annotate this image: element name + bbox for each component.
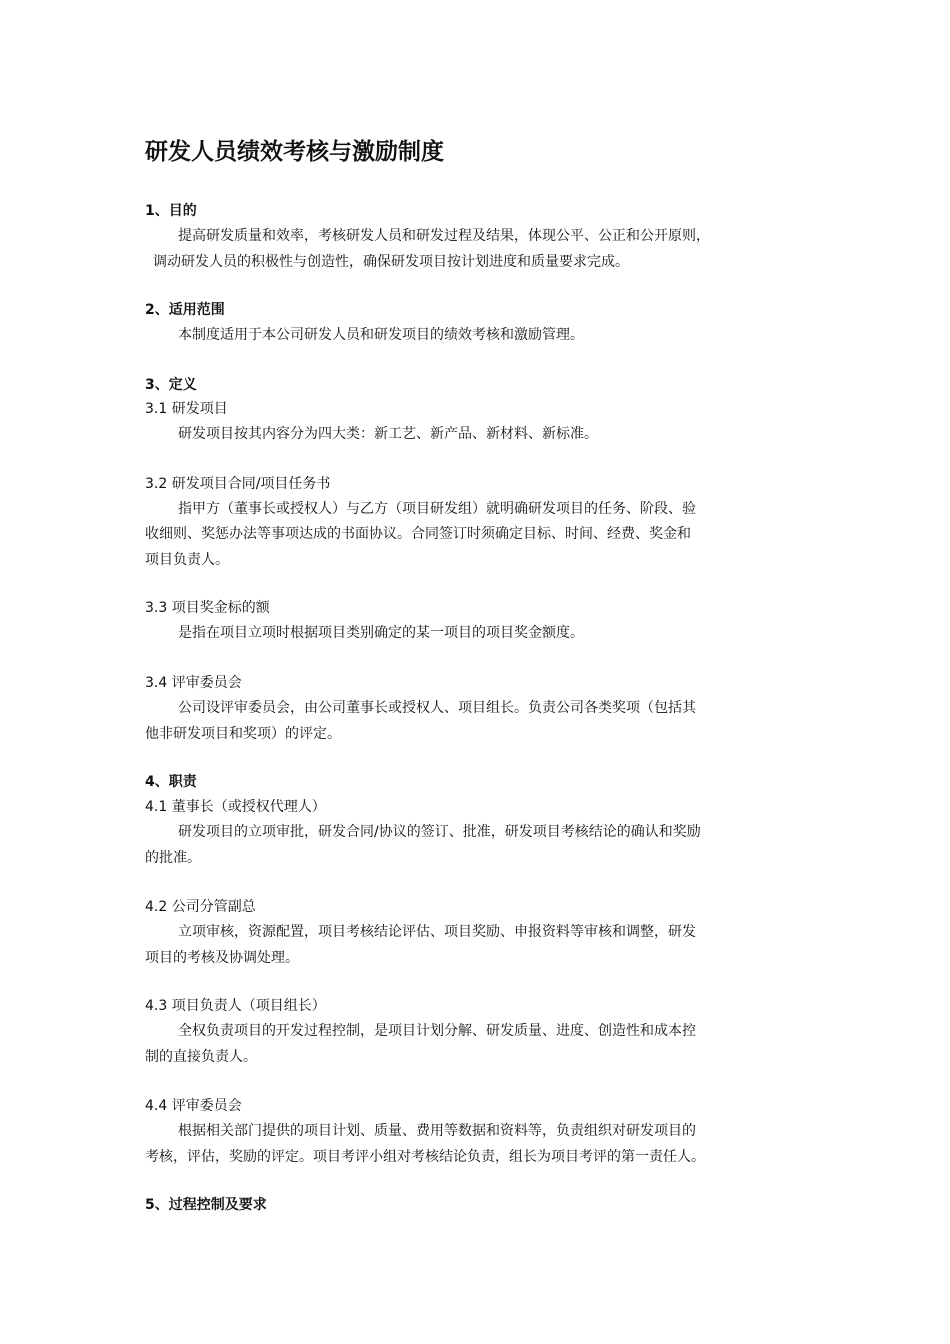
- section-3-2-line-2: 收细则、奖惩办法等事项达成的书面协议。合同签订时须确定目标、时间、经费、奖金和: [145, 526, 691, 542]
- section-4-2-heading: 4.2 公司分管副总: [145, 899, 256, 915]
- section-4-2-line-2: 项目的考核及协调处理。: [145, 950, 299, 966]
- section-4-3-line-2: 制的直接负责人。: [145, 1049, 257, 1065]
- section-1-paragraph-line-1: 提高研发质量和效率，考核研发人员和研发过程及结果，体现公平、公正和公开原则，: [178, 228, 710, 244]
- section-3-3-heading: 3.3 项目奖金标的额: [145, 600, 270, 616]
- section-5-heading: 5、过程控制及要求: [145, 1197, 267, 1213]
- section-4-3-line-1: 全权负责项目的开发过程控制，是项目计划分解、研发质量、进度、创造性和成本控: [178, 1023, 696, 1039]
- section-4-heading: 4、职责: [145, 774, 197, 790]
- document-title: 研发人员绩效考核与激励制度: [145, 139, 444, 165]
- section-4-1-heading: 4.1 董事长（或授权代理人）: [145, 799, 326, 815]
- section-3-4-line-1: 公司设评审委员会，由公司董事长或授权人、项目组长。负责公司各类奖项（包括其: [178, 700, 696, 716]
- section-4-4-line-1: 根据相关部门提供的项目计划、质量、费用等数据和资料等，负责组织对研发项目的: [178, 1123, 696, 1139]
- section-3-2-line-3: 项目负责人。: [145, 552, 229, 568]
- section-4-4-heading: 4.4 评审委员会: [145, 1098, 242, 1114]
- section-4-3-heading: 4.3 项目负责人（项目组长）: [145, 998, 326, 1014]
- section-3-2-line-1: 指甲方（董事长或授权人）与乙方（项目研发组）就明确研发项目的任务、阶段、验: [178, 501, 696, 517]
- section-3-4-heading: 3.4 评审委员会: [145, 675, 242, 691]
- section-3-4-line-2: 他非研发项目和奖项）的评定。: [145, 726, 341, 742]
- section-3-3-line-1: 是指在项目立项时根据项目类别确定的某一项目的项目奖金额度。: [178, 625, 584, 641]
- section-4-1-line-2: 的批准。: [145, 850, 201, 866]
- section-3-1-line-1: 研发项目按其内容分为四大类：新工艺、新产品、新材料、新标准。: [178, 426, 598, 442]
- section-3-2-heading: 3.2 研发项目合同/项目任务书: [145, 476, 331, 492]
- section-4-4-line-2: 考核，评估，奖励的评定。项目考评小组对考核结论负责，组长为项目考评的第一责任人。: [145, 1149, 705, 1165]
- section-2-heading: 2、适用范围: [145, 302, 225, 318]
- section-4-1-line-1: 研发项目的立项审批，研发合同/协议的签订、批准，研发项目考核结论的确认和奖励: [178, 824, 701, 840]
- section-2-paragraph-line-1: 本制度适用于本公司研发人员和研发项目的绩效考核和激励管理。: [178, 327, 584, 343]
- section-4-2-line-1: 立项审核，资源配置，项目考核结论评估、项目奖励、申报资料等审核和调整，研发: [178, 924, 696, 940]
- section-1-paragraph-line-2: 调动研发人员的积极性与创造性，确保研发项目按计划进度和质量要求完成。: [153, 254, 629, 270]
- section-3-heading: 3、定义: [145, 377, 197, 393]
- section-1-heading: 1、目的: [145, 203, 197, 219]
- section-3-1-heading: 3.1 研发项目: [145, 401, 228, 417]
